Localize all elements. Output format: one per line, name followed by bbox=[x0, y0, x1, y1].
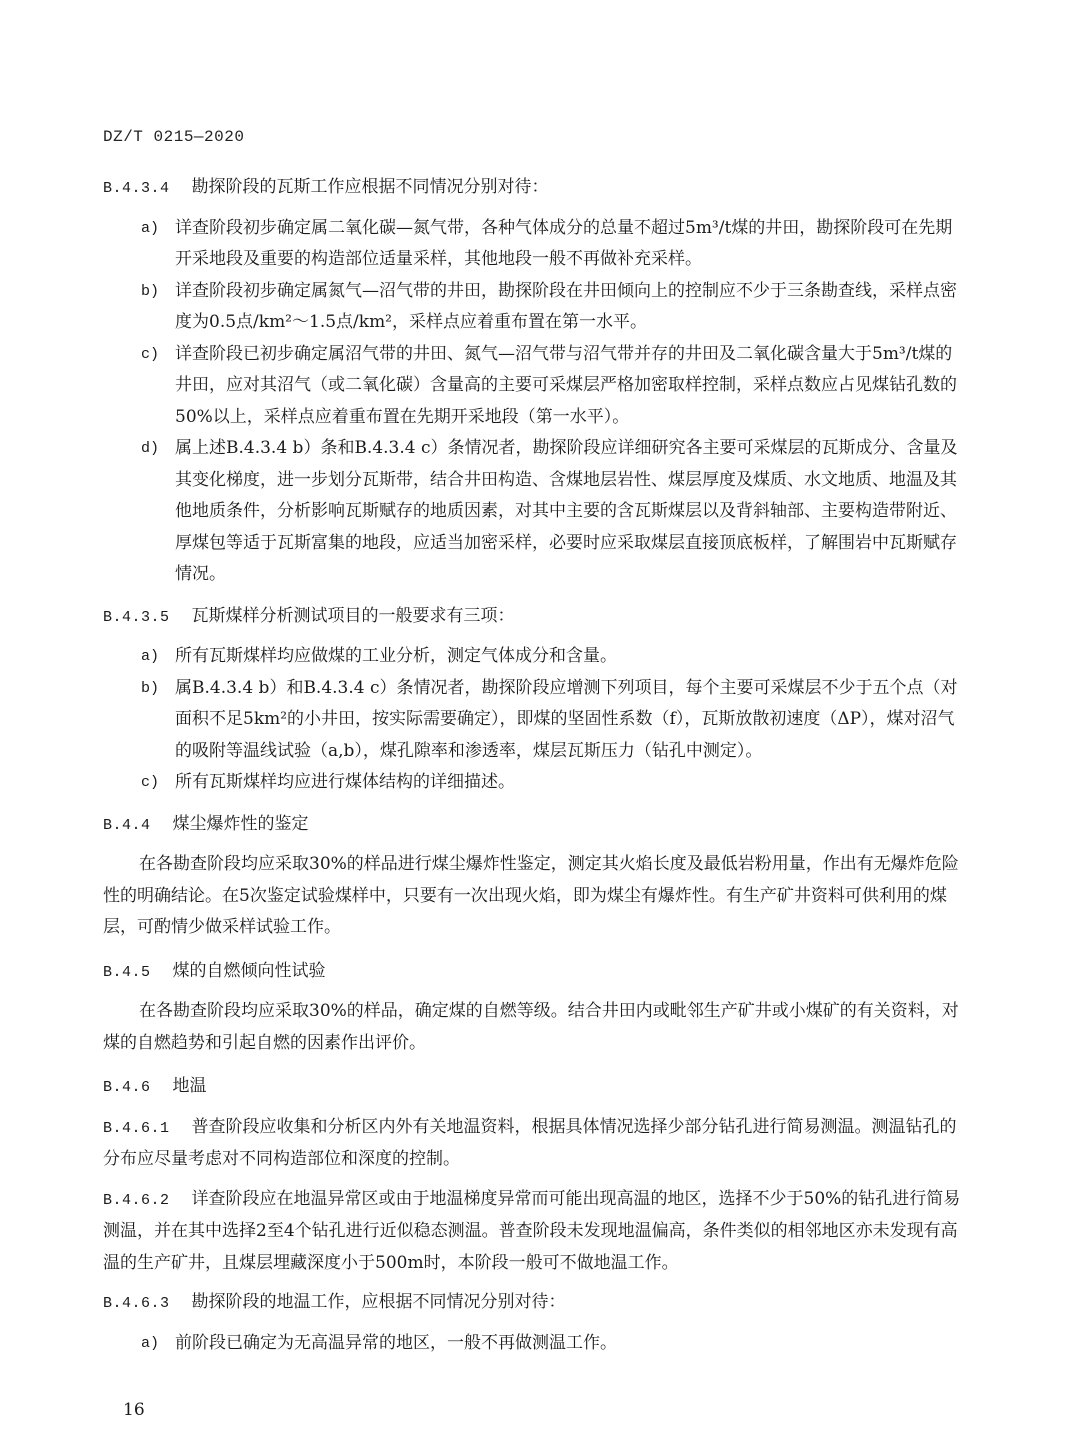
section-title: 瓦斯煤样分析测试项目的一般要求有三项： bbox=[191, 605, 515, 626]
section-b4-4-heading bbox=[103, 809, 965, 842]
section-b4-3-5-heading bbox=[103, 601, 965, 634]
section-title: 煤的自燃倾向性试验 bbox=[172, 960, 326, 981]
list-item bbox=[103, 339, 965, 434]
list-item bbox=[103, 767, 965, 799]
section-b4-6-1 bbox=[103, 1112, 965, 1176]
item-text: 前阶段已确定为无高温异常的地区，一般不再做测温工作。 bbox=[175, 1332, 617, 1353]
list-item bbox=[103, 673, 965, 768]
list-item bbox=[103, 1328, 965, 1360]
section-b4-6-2 bbox=[103, 1184, 965, 1280]
item-label: b) bbox=[141, 679, 160, 697]
item-text: 详查阶段初步确定属氮气—沼气带的井田，勘探阶段在井田倾向上的控制应不少于三条勘查线，采样点密度为0.5点/km²～1.5点/km²，采样点应着重布置在第一水平。 bbox=[175, 280, 957, 332]
list-item bbox=[103, 276, 965, 339]
section-number: B.4.6.2 bbox=[103, 1191, 170, 1209]
section-b4-5-heading bbox=[103, 956, 965, 989]
item-text: 属B.4.3.4 b）和B.4.3.4 c）条情况者，勘探阶段应增测下列项目，每个主要可采煤层不少于五个点（对面积不足5km²的小井田，按实际需要确定），即煤的坚固性系数（f），瓦斯放散初速度（ΔP），煤对沼气的吸附等温线试验（a,b），煤孔隙率和渗透率，煤层瓦斯压力（钻孔中测定）。 bbox=[175, 677, 958, 761]
section-title: 勘探阶段的地温工作，应根据不同情况分别对待： bbox=[191, 1292, 566, 1312]
list-item bbox=[103, 433, 965, 591]
item-text: 属上述B.4.3.4 b）条和B.4.3.4 c）条情况者，勘探阶段应详细研究各主要可采煤层的瓦斯成分、含量及其变化梯度，进一步划分瓦斯带，结合井田构造、含煤地层岩性、煤层厚度及煤质、水文地质、地温及其他地质条件，分析影响瓦斯赋存的地质因素，对其中主要的含瓦斯煤层以及背斜轴部、主要构造带附近、厚煤包等适于瓦斯富集的地段，应适当加密采样，必要时应采取煤层直接顶底板样，了解围岩中瓦斯赋存情况。 bbox=[175, 438, 958, 584]
paragraph: 在各勘查阶段均应采取30%的样品，确定煤的自燃等级。结合井田内或毗邻生产矿井或小煤矿的有关资料，对煤的自燃趋势和引起自燃的因素作出评价。 bbox=[103, 1001, 959, 1053]
item-text: 所有瓦斯煤样均应做煤的工业分析，测定气体成分和含量。 bbox=[175, 646, 617, 666]
section-number: B.4.4 bbox=[103, 816, 151, 834]
section-text: 普查阶段应收集和分析区内外有关地温资料，根据具体情况选择少部分钻孔进行简易测温。测温钻孔的分布应尽量考虑对不同构造部位和深度的控制。 bbox=[103, 1116, 957, 1169]
item-text: 详查阶段已初步确定属沼气带的井田、氮气—沼气带与沼气带并存的井田及二氧化碳含量大于5m³/t煤的井田，应对其沼气（或二氧化碳）含量高的主要可采煤层严格加密取样控制，采样点数应占见煤钻孔数的50%以上，采样点应着重布置在先期开采地段（第一水平）。 bbox=[175, 343, 957, 427]
item-label: c) bbox=[141, 345, 160, 363]
section-number: B.4.6.3 bbox=[103, 1295, 170, 1312]
item-label: b) bbox=[141, 282, 160, 300]
section-b4-6-heading bbox=[103, 1071, 965, 1104]
item-label: d) bbox=[141, 440, 160, 457]
item-text: 所有瓦斯煤样均应进行煤体结构的详细描述。 bbox=[175, 772, 515, 792]
section-text: 详查阶段应在地温异常区或由于地温梯度异常而可能出现高温的地区，选择不少于50%的钻孔进行简易测温，并在其中选择2至4个钻孔进行近似稳态测温。普查阶段未发现地温偏高，条件类似的相邻地区亦未发现有高温的生产矿井，且煤层埋藏深度小于500m时，本阶段一般可不做地温工作。 bbox=[103, 1188, 961, 1273]
section-title: 地温 bbox=[172, 1076, 207, 1096]
document-body bbox=[103, 172, 965, 1359]
section-title: 勘探阶段的瓦斯工作应根据不同情况分别对待： bbox=[191, 177, 549, 197]
item-label: a) bbox=[141, 1334, 160, 1352]
section-number: B.4.3.5 bbox=[103, 608, 170, 626]
item-label: c) bbox=[141, 774, 160, 791]
item-text: 详查阶段初步确定属二氧化碳—氮气带，各种气体成分的总量不超过5m³/t煤的井田，勘探阶段可在先期开采地段及重要的构造部位适量采样，其他地段一般不再做补充采样。 bbox=[175, 217, 953, 269]
section-b4-6-3-heading bbox=[103, 1287, 965, 1320]
paragraph: 在各勘查阶段均应采取30%的样品进行煤尘爆炸性鉴定，测定其火焰长度及最低岩粉用量，作出有无爆炸危险性的明确结论。在5次鉴定试验煤样中，只要有一次出现火焰，即为煤尘有爆炸性。有生产矿井资料可供利用的煤层，可酌情少做采样试验工作。 bbox=[103, 854, 959, 937]
item-label: a) bbox=[141, 219, 160, 237]
section-b4-3-4-heading bbox=[103, 172, 965, 205]
section-number: B.4.6.1 bbox=[103, 1119, 170, 1137]
section-title: 煤尘爆炸性的鉴定 bbox=[172, 813, 309, 834]
list-item bbox=[103, 213, 965, 276]
item-label: a) bbox=[141, 648, 160, 665]
standard-code: DZ/T 0215—2020 bbox=[103, 128, 245, 146]
list-item bbox=[103, 641, 965, 673]
section-number: B.4.6 bbox=[103, 1079, 151, 1096]
section-number: B.4.5 bbox=[103, 963, 151, 981]
section-number: B.4.3.4 bbox=[103, 180, 170, 197]
page-number: 16 bbox=[123, 1400, 145, 1420]
